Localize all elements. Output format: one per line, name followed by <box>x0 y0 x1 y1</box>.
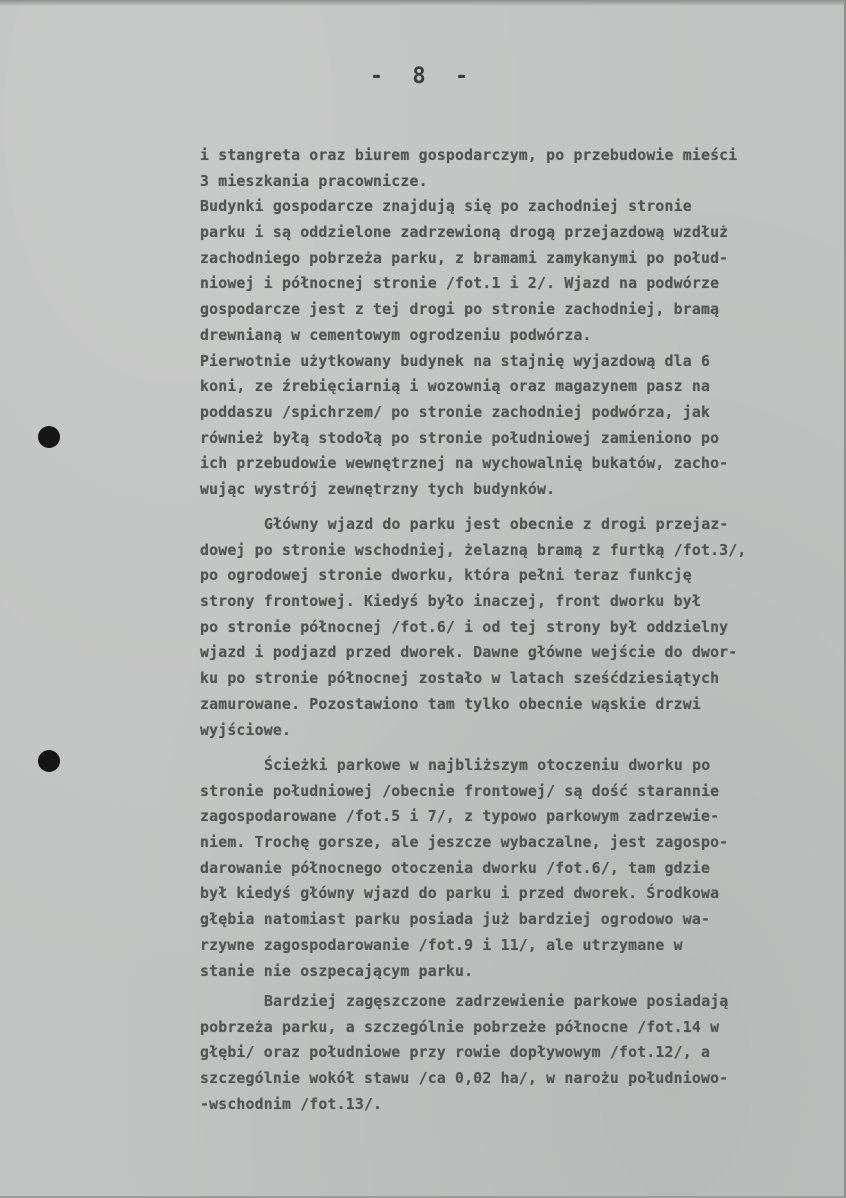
text-line: niowej i północnej stronie /fot.1 i 2/. Wjazd na podwórze <box>200 275 720 293</box>
text-line: Budynki gospodarcze znajdują się po zachodniej stronie <box>200 198 692 216</box>
text-line: wyjściowe. <box>200 721 292 739</box>
text-line: Pierwotnie użytkowany budynek na stajnię wyjazdową dla 6 <box>200 352 711 370</box>
text-line: wując wystrój zewnętrzny tych budynków. <box>200 480 556 498</box>
text-line: szczególnie wokół stawu /ca 0,02 ha/, w narożu południowo- <box>200 1070 729 1088</box>
text-line: Główny wjazd do parku jest obecnie z drogi przejaz- <box>264 516 729 533</box>
text-line: zamurowane. Pozostawiono tam tylko obecnie wąskie drzwi <box>200 695 701 713</box>
text-line: poddaszu /spichrzem/ po stronie zachodniej podwórza, jak <box>200 403 711 421</box>
paragraph-2 <box>200 512 816 743</box>
text-line: dowej po stronie wschodniej, żelazną bramą z furtką /fot.3/, <box>200 541 747 559</box>
text-line: po ogrodowej stronie dworku, która pełni teraz funkcję <box>200 567 692 585</box>
page-number: - 8 - <box>369 64 477 89</box>
paragraph-4 <box>200 989 816 1117</box>
text-line: zagospodarowane /fot.5 i 7/, z typowo parkowym zadrzewie- <box>200 808 720 826</box>
text-line: parku i są oddzielone zadrzewioną drogą przejazdową wzdłuż <box>200 224 729 242</box>
text-line: strony frontowej. Kiedyś było inaczej, front dworku był <box>200 593 701 611</box>
text-line: stanie nie oszpecającym parku. <box>200 962 474 980</box>
text-line: -wschodnim /fot.13/. <box>200 1095 383 1113</box>
punch-hole-top <box>38 426 60 448</box>
text-line: ich przebudowie wewnętrznej na wychowalnię bukatów, zacho- <box>200 455 729 473</box>
page-top-edge-shadow <box>0 0 846 6</box>
text-line: pobrzeża parku, a szczególnie pobrzeże północne /fot.14 w <box>200 1018 720 1036</box>
text-line: ku po stronie północnej zostało w latach sześćdziesiątych <box>200 670 720 688</box>
text-line: stronie południowej /obecnie frontowej/ są dość starannie <box>200 782 720 800</box>
text-line: koni, ze źrebięciarnią i wozownią oraz magazynem pasz na <box>200 378 711 396</box>
text-line: Bardziej zagęszczone zadrzewienie parkowe posiadają <box>264 993 729 1010</box>
text-line: wjazd i podjazd przed dworek. Dawne główne wejście do dwor- <box>200 644 738 662</box>
text-line: niem. Trochę gorsze, ale jeszcze wybaczalne, jest zagospo- <box>200 834 729 852</box>
text-line: gospodarcze jest z tej drogi po stronie zachodniej, bramą <box>200 301 720 319</box>
text-line: głębi/ oraz południowe przy rowie dopływowym /fot.12/, a <box>200 1044 711 1062</box>
text-line: po stronie północnej /fot.6/ i od tej strony był oddzielny <box>200 618 729 636</box>
text-line: rzywne zagospodarowanie /fot.9 i 11/, ale utrzymane w <box>200 936 683 954</box>
text-line: drewnianą w cementowym ogrodzeniu podwórza. <box>200 326 592 344</box>
text-line: darowanie północnego otoczenia dworku /fot.6/, tam gdzie <box>200 859 711 877</box>
paragraph-3 <box>200 753 816 984</box>
text-line: 3 mieszkania pracownicze. <box>200 172 428 190</box>
text-line: i stangreta oraz biurem gospodarczym, po przebudowie mieści <box>200 147 738 164</box>
text-line: był kiedyś główny wjazd do parku i przed dworek. Środkowa <box>200 885 720 903</box>
text-line: Ścieżki parkowe w najbliższym otoczeniu dworku po <box>264 757 711 774</box>
text-line: głębia natomiast parku posiada już bardziej ogrodowo wa- <box>200 911 711 929</box>
text-line: również byłą stodołą po stronie południowej zamieniono po <box>200 429 720 447</box>
text-line: zachodniego pobrzeża parku, z bramami zamykanymi po połud- <box>200 249 729 267</box>
punch-hole-bottom <box>38 750 60 772</box>
paragraph-1 <box>200 143 816 503</box>
